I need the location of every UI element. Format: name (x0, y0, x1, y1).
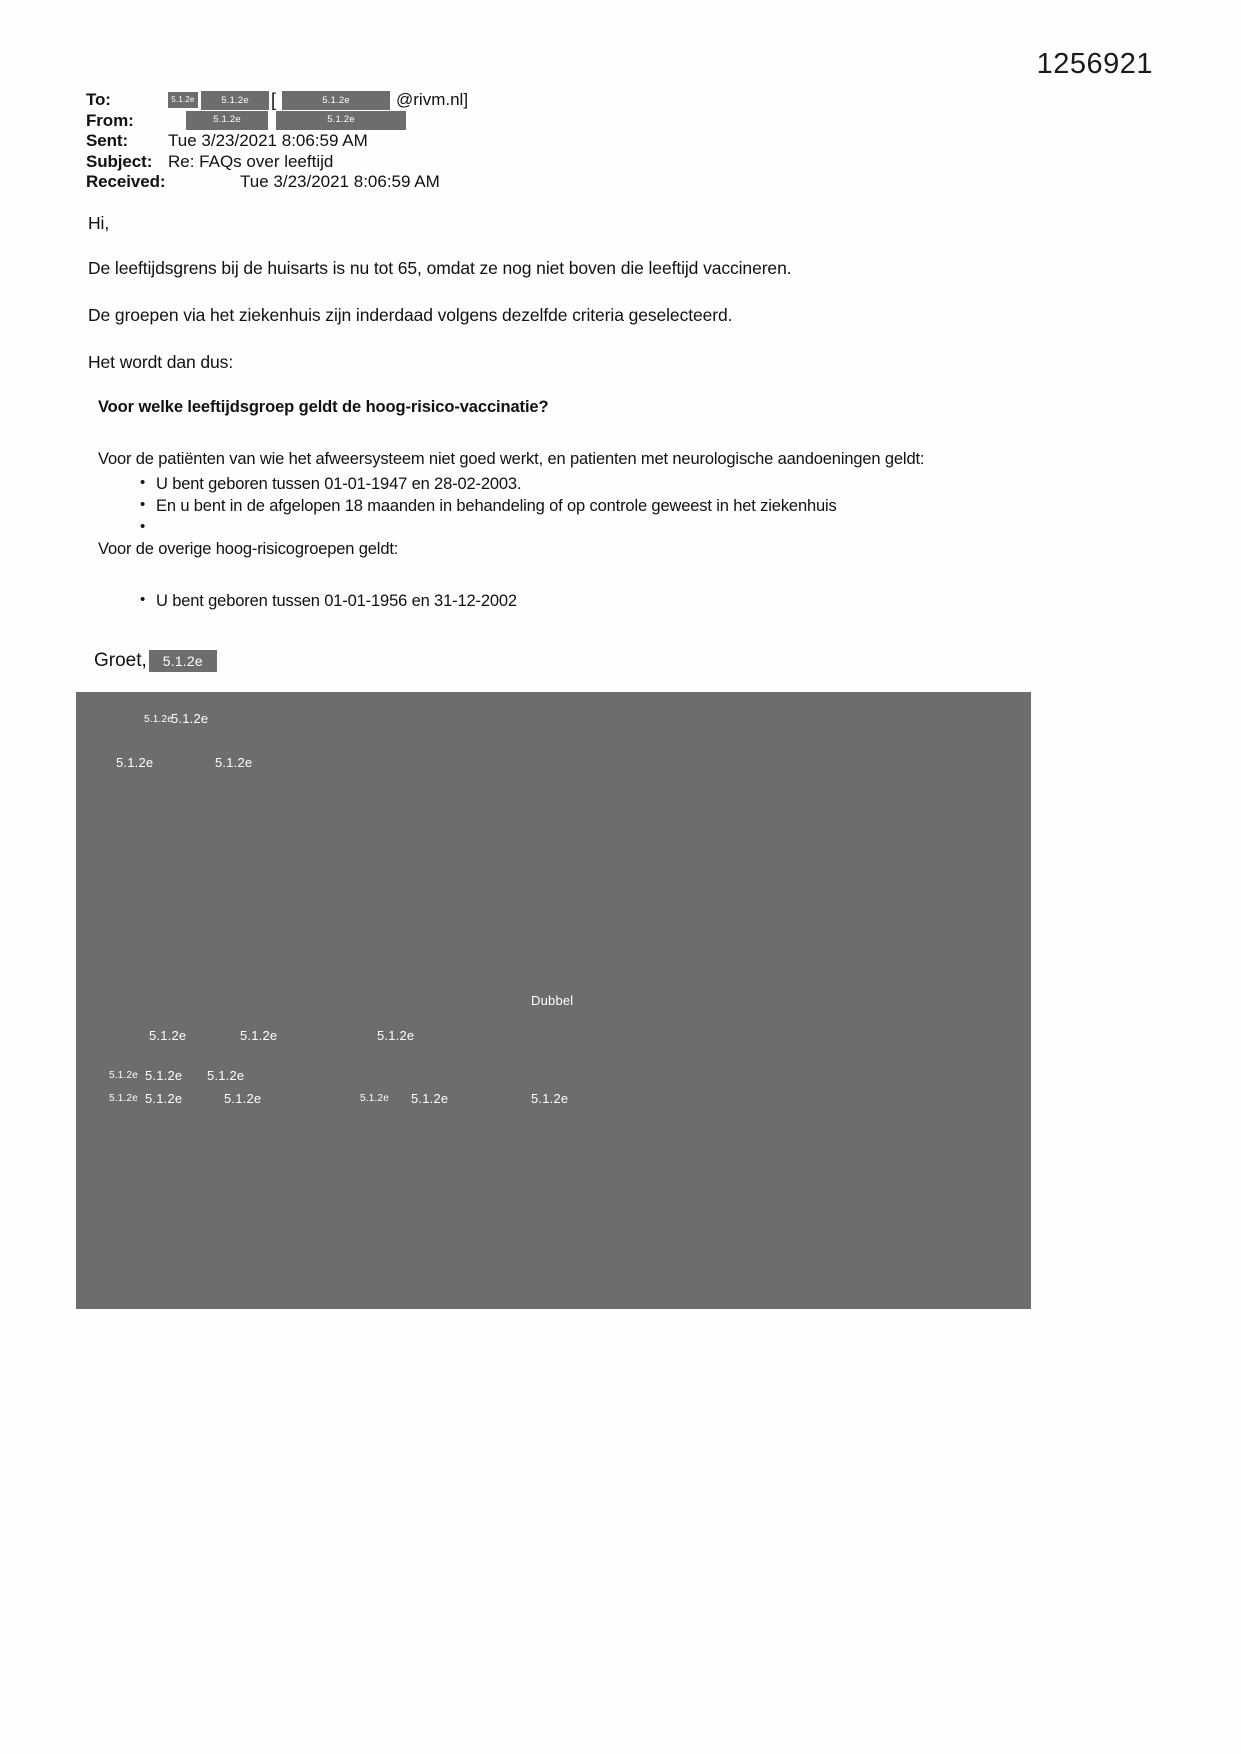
redaction-label: 5.1.2e (109, 1093, 139, 1104)
redaction-label: 5.1.2e (215, 755, 253, 770)
header-value-received: Tue 3/23/2021 8:06:59 AM (240, 172, 440, 191)
redaction-label: Dubbel (531, 993, 574, 1008)
redaction-label: 5.1.2e (171, 711, 209, 726)
faq-block (98, 398, 1078, 612)
email-domain: @rivm.nl] (396, 90, 469, 109)
header-label-subject: Subject: (86, 151, 153, 171)
body-paragraph-2: De groepen via het ziekenhuis zijn inderdaad volgens dezelfde criteria geselecteerd. (88, 305, 733, 325)
header-row-received (86, 172, 846, 193)
redaction-label: 5.1.2e (411, 1091, 449, 1106)
redaction-label: 5.1.2e (360, 1093, 390, 1104)
body-paragraph-3: Het wordt dan dus: (88, 352, 234, 372)
body-paragraph-1: De leeftijdsgrens bij de huisarts is nu tot 65, omdat ze nog niet boven die leeftijd vaccineren. (88, 258, 792, 278)
header-row-from (86, 111, 846, 132)
faq-title: Voor welke leeftijdsgroep geldt de hoog-risico-vaccinatie? (98, 398, 549, 416)
header-label-from: From: (86, 110, 134, 130)
redaction-label: 5.1.2e (149, 1028, 187, 1043)
email-body (88, 212, 1088, 398)
list-item: • U bent geboren tussen 01-01-1956 en 31-12-2002 (98, 590, 1078, 612)
redaction-chip-from-2: 5.1.2e (276, 111, 406, 130)
header-row-to (86, 90, 846, 111)
document-id: 1256921 (1036, 48, 1153, 80)
redaction-chip-to-2: 5.1.2e (201, 91, 269, 110)
header-label-to: To: (86, 90, 111, 109)
faq-bullet-list-1 (98, 473, 1078, 539)
redaction-chip-signature: 5.1.2e (149, 650, 217, 672)
header-value-subject: Re: FAQs over leeftijd (168, 151, 334, 171)
redaction-label: 5.1.2e (145, 1091, 183, 1106)
header-value-sent: Tue 3/23/2021 8:06:59 AM (168, 131, 368, 150)
faq-bullet-list-2 (98, 590, 1078, 612)
header-value-from (168, 111, 406, 130)
header-label-sent: Sent: (86, 131, 129, 150)
email-header (86, 90, 846, 193)
redaction-label: 5.1.2e (377, 1028, 415, 1043)
list-item: • En u bent in de afgelopen 18 maanden in behandeling of op controle geweest in het ziekenhuis (98, 495, 1078, 517)
redaction-label: 5.1.2e (144, 714, 174, 725)
redacted-image-block (76, 692, 1031, 1309)
redaction-label: 5.1.2e (116, 755, 154, 770)
header-label-received: Received: (86, 172, 166, 191)
faq-lead-1: Voor de patiënten van wie het afweersysteem niet goed werkt, en patienten met neurologische aandoeningen geldt: (98, 450, 925, 468)
redaction-label: 5.1.2e (109, 1070, 139, 1081)
body-greeting: Hi, (88, 213, 110, 233)
redaction-label: 5.1.2e (531, 1091, 569, 1106)
bracket-open: [ (271, 90, 277, 110)
redaction-label: 5.1.2e (240, 1028, 278, 1043)
list-item-empty (98, 517, 1078, 539)
header-row-sent (86, 131, 846, 152)
header-row-subject (86, 152, 846, 173)
faq-lead-2: Voor de overige hoog-risicogroepen geldt: (98, 540, 399, 558)
redaction-chip-from-1: 5.1.2e (186, 111, 268, 130)
signature-closing: Groet, (94, 650, 147, 671)
signature (94, 650, 217, 672)
header-value-to (168, 90, 468, 111)
redaction-label: 5.1.2e (145, 1068, 183, 1083)
redaction-label: 5.1.2e (207, 1068, 245, 1083)
redaction-label: 5.1.2e (224, 1091, 262, 1106)
redaction-chip-to-1: 5.1.2e (168, 92, 198, 108)
redaction-chip-to-3: 5.1.2e (282, 91, 390, 110)
list-item: • U bent geboren tussen 01-01-1947 en 28-02-2003. (98, 473, 1078, 495)
